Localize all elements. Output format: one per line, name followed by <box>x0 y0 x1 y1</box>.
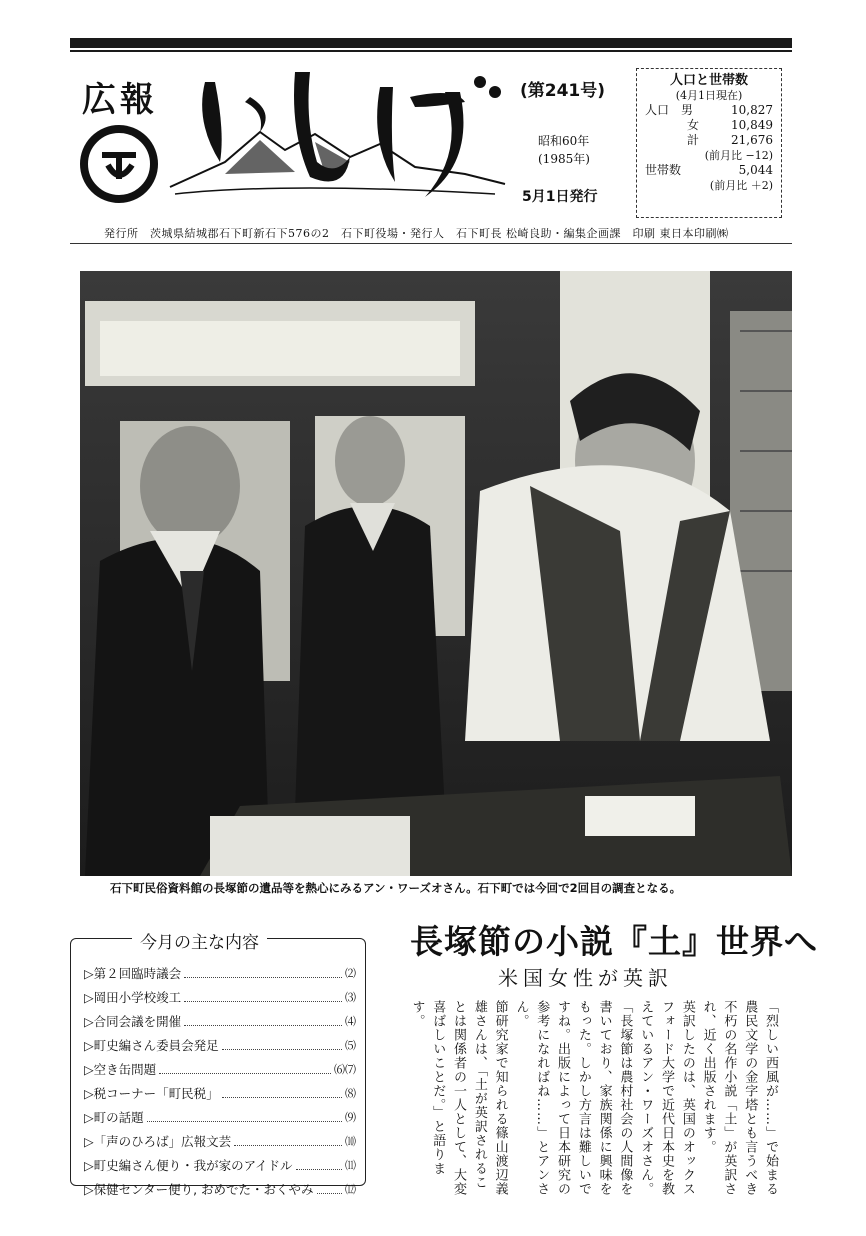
imprint-rule <box>70 243 792 244</box>
toc-item-label: ▷合同会議を開催 <box>84 1014 182 1029</box>
toc-item-label: ▷保健センター便り, おめでた・おくやみ <box>84 1182 314 1197</box>
population-row <box>645 118 773 133</box>
households-value: 5,044 <box>738 163 773 177</box>
issue-number: (第241号) <box>520 81 606 101</box>
households-change: (前月比 ＋2) <box>709 179 773 192</box>
toc-item[interactable] <box>84 1082 356 1106</box>
toc-item[interactable] <box>84 1178 356 1202</box>
population-label: 人口 男 <box>645 103 694 117</box>
publication-year <box>538 132 590 168</box>
toc-item-page: ⑾ <box>345 1159 356 1172</box>
toc-item-label: ▷空き缶問題 <box>84 1062 157 1077</box>
toc-title: 今月の主な内容 <box>132 928 267 953</box>
toc-item[interactable] <box>84 962 356 986</box>
toc-item-page: ⑷ <box>345 1015 356 1028</box>
leader-dots <box>234 1130 342 1146</box>
population-box <box>636 68 782 218</box>
imprint-line: 発行所 茨城県結城郡石下町新石下576の2 石下町役場・発行人 石下町長 松崎良助・編集企画課 印刷 東日本印刷㈱ <box>104 227 729 240</box>
article-body: 「烈しい西風が……」で始まる農民文学の金字塔とも言うべき不朽の名作小説「土」が英訳され、近く出版されます。 英訳したのは、英国のオックスフォード大学で近代日本史を教えているアン・ワーズオさん。「長塚節は農村社会の人間像を書いており、家族関係に興味をもった。しかし方言は難しいですね。出版によって日本研究の参考になればね……」とアンさん。 節研究家で知られる篠山渡辺義雄さんは、「土が英訳されることは関係者の一人として、大変喜ばしいことだ。」と語ります。 <box>409 1000 778 1196</box>
population-value: 10,827 <box>731 103 773 117</box>
toc-item-page: ⑵ <box>345 967 356 980</box>
toc-item-label: ▷岡田小学校竣工 <box>84 990 182 1005</box>
toc-item-page: ⑽ <box>345 1135 356 1148</box>
population-value: 10,849 <box>731 118 773 132</box>
leader-dots <box>222 1082 342 1098</box>
population-row <box>645 103 773 118</box>
toc-item-label: ▷町史編さん委員会発足 <box>84 1038 219 1053</box>
population-value: 21,676 <box>731 133 773 147</box>
toc-item[interactable] <box>84 1154 356 1178</box>
article-subhead: 米国女性が英訳 <box>498 966 673 990</box>
population-title: 人口と世帯数 <box>669 73 748 88</box>
leader-dots <box>147 1106 342 1122</box>
leader-dots <box>296 1154 343 1170</box>
masthead-top-rule <box>70 38 792 48</box>
toc-item-page: ⑶ <box>345 991 356 1004</box>
masthead-title-logo <box>165 62 510 216</box>
leader-dots <box>317 1178 342 1194</box>
leader-dots <box>184 962 342 978</box>
households-row <box>645 163 773 178</box>
toc-item[interactable] <box>84 986 356 1010</box>
toc-item-page: ⑹⑺ <box>334 1063 356 1076</box>
article-headline: 長塚節の小説『土』世界へ <box>410 922 818 961</box>
leader-dots <box>222 1034 342 1050</box>
toc-item-label: ▷「声のひろば」広報文芸 <box>84 1134 232 1149</box>
masthead-title <box>165 62 166 63</box>
leader-dots <box>184 986 342 1002</box>
toc-list <box>84 962 356 1202</box>
toc-item-label: ▷税コーナー「町民税」 <box>84 1086 219 1101</box>
kouhou-label: 広報 <box>82 80 158 120</box>
town-emblem-icon <box>80 125 158 203</box>
publication-date: 5月1日発行 <box>522 189 598 205</box>
era-year: 昭和60年 <box>538 134 590 148</box>
toc-item-label: ▷第２回臨時議会 <box>84 966 182 981</box>
western-year: (1985年) <box>538 152 590 166</box>
toc-item[interactable] <box>84 1010 356 1034</box>
population-as-of: (4月1日現在) <box>675 89 743 102</box>
population-label: 計 <box>687 133 700 147</box>
toc-item-page: ⑻ <box>345 1087 356 1100</box>
photo-caption: 石下町民俗資料館の長塚節の遺品等を熱心にみるアン・ワーズオさん。石下町では今回で2回目の調査となる。 <box>110 881 682 895</box>
toc-item-label: ▷町史編さん便り・我が家のアイドル <box>84 1158 293 1173</box>
toc-item[interactable] <box>84 1034 356 1058</box>
toc-item[interactable] <box>84 1058 356 1082</box>
population-change: (前月比 −12) <box>704 149 773 162</box>
toc-item[interactable] <box>84 1130 356 1154</box>
leader-dots <box>184 1010 342 1026</box>
cover-photo <box>80 271 792 876</box>
leader-dots <box>159 1058 331 1074</box>
toc-item-page: ⑼ <box>345 1111 356 1124</box>
toc-item-page: ⑸ <box>345 1039 356 1052</box>
masthead-top-rule-thin <box>70 50 792 52</box>
toc-item-page: ⑿ <box>345 1183 356 1196</box>
toc-item-label: ▷町の話題 <box>84 1110 144 1125</box>
toc-item[interactable] <box>84 1106 356 1130</box>
population-label: 女 <box>687 118 700 132</box>
population-row <box>645 133 773 148</box>
households-label: 世帯数 <box>645 163 682 177</box>
